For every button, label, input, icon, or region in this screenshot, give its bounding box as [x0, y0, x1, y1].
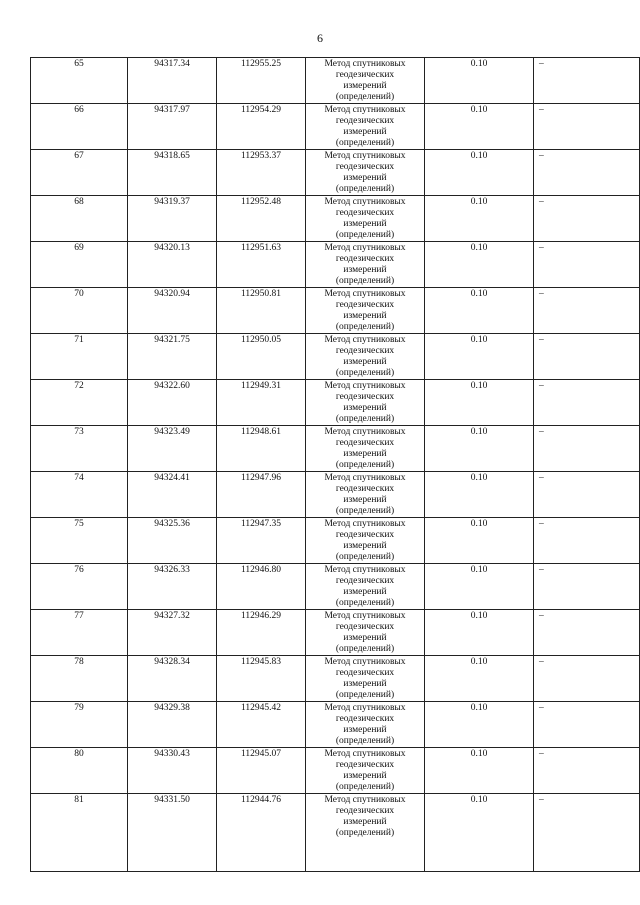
y-coordinate-cell: 112947.96 [217, 472, 306, 518]
method-line: измерений [343, 771, 387, 781]
accuracy-cell: 0.10 [425, 702, 534, 748]
coordinates-table [30, 57, 640, 872]
method-line: геодезических [335, 760, 395, 770]
method-cell [306, 380, 425, 426]
y-coordinate-cell: 112944.76 [217, 794, 306, 872]
method-line: Метод спутниковых [324, 473, 406, 483]
method-line: геодезических [335, 438, 395, 448]
accuracy-cell: 0.10 [425, 242, 534, 288]
method-line: измерений [343, 81, 387, 91]
method-line: Метод спутниковых [324, 243, 406, 253]
accuracy-cell: 0.10 [425, 334, 534, 380]
x-coordinate-cell: 94317.97 [128, 104, 217, 150]
method-line: (определений) [335, 92, 395, 102]
method-cell [306, 288, 425, 334]
y-coordinate-cell: 112953.37 [217, 150, 306, 196]
accuracy-cell: 0.10 [425, 380, 534, 426]
method-line: Метод спутниковых [324, 289, 406, 299]
method-line: (определений) [335, 460, 395, 470]
x-coordinate-cell: 94331.50 [128, 794, 217, 872]
method-line: геодезических [335, 116, 395, 126]
method-cell [306, 794, 425, 872]
page-number: 6 [317, 31, 323, 45]
accuracy-cell: 0.10 [425, 288, 534, 334]
y-coordinate-cell: 112945.07 [217, 748, 306, 794]
y-coordinate-cell: 112954.29 [217, 104, 306, 150]
method-cell [306, 564, 425, 610]
table-row [31, 748, 640, 794]
method-line: геодезических [335, 668, 395, 678]
method-line: измерений [343, 127, 387, 137]
method-line: Метод спутниковых [324, 565, 406, 575]
method-line: (определений) [335, 138, 395, 148]
y-coordinate-cell: 112946.80 [217, 564, 306, 610]
accuracy-cell: 0.10 [425, 58, 534, 104]
method-line: (определений) [335, 736, 395, 746]
method-cell [306, 196, 425, 242]
method-line: геодезических [335, 484, 395, 494]
note-cell: – [534, 656, 640, 702]
method-line: измерений [343, 311, 387, 321]
y-coordinate-cell: 112949.31 [217, 380, 306, 426]
method-line: Метод спутниковых [324, 427, 406, 437]
note-cell: – [534, 472, 640, 518]
point-number-cell: 80 [31, 748, 128, 794]
method-line: (определений) [335, 368, 395, 378]
method-cell [306, 334, 425, 380]
note-cell: – [534, 564, 640, 610]
point-number-cell: 69 [31, 242, 128, 288]
table-row [31, 794, 640, 872]
note-cell: – [534, 518, 640, 564]
method-line: (определений) [335, 230, 395, 240]
note-cell: – [534, 380, 640, 426]
method-line: Метод спутниковых [324, 519, 406, 529]
method-line: (определений) [335, 322, 395, 332]
y-coordinate-cell: 112948.61 [217, 426, 306, 472]
accuracy-cell: 0.10 [425, 150, 534, 196]
accuracy-cell: 0.10 [425, 794, 534, 872]
note-cell: – [534, 196, 640, 242]
y-coordinate-cell: 112945.42 [217, 702, 306, 748]
accuracy-cell: 0.10 [425, 104, 534, 150]
method-line: (определений) [335, 414, 395, 424]
accuracy-cell: 0.10 [425, 196, 534, 242]
coordinates-table-body [31, 58, 640, 872]
accuracy-cell: 0.10 [425, 610, 534, 656]
method-line: измерений [343, 633, 387, 643]
table-row [31, 610, 640, 656]
point-number-cell: 68 [31, 196, 128, 242]
point-number-cell: 66 [31, 104, 128, 150]
method-line: измерений [343, 725, 387, 735]
method-cell [306, 150, 425, 196]
method-line: измерений [343, 265, 387, 275]
method-line: Метод спутниковых [324, 611, 406, 621]
note-cell: – [534, 794, 640, 872]
table-row [31, 58, 640, 104]
method-cell [306, 426, 425, 472]
note-cell: – [534, 288, 640, 334]
method-line: измерений [343, 679, 387, 689]
y-coordinate-cell: 112946.29 [217, 610, 306, 656]
method-cell [306, 702, 425, 748]
note-cell: – [534, 702, 640, 748]
method-cell [306, 748, 425, 794]
method-line: Метод спутниковых [324, 335, 406, 345]
method-line: Метод спутниковых [324, 381, 406, 391]
method-line: геодезических [335, 300, 395, 310]
y-coordinate-cell: 112951.63 [217, 242, 306, 288]
method-cell [306, 104, 425, 150]
point-number-cell: 81 [31, 794, 128, 872]
x-coordinate-cell: 94328.34 [128, 656, 217, 702]
x-coordinate-cell: 94318.65 [128, 150, 217, 196]
method-line: (определений) [335, 184, 395, 194]
point-number-cell: 73 [31, 426, 128, 472]
point-number-cell: 78 [31, 656, 128, 702]
method-line: Метод спутниковых [324, 105, 406, 115]
method-line: геодезических [335, 254, 395, 264]
method-line: измерений [343, 219, 387, 229]
x-coordinate-cell: 94327.32 [128, 610, 217, 656]
y-coordinate-cell: 112945.83 [217, 656, 306, 702]
table-row [31, 104, 640, 150]
note-cell: – [534, 334, 640, 380]
note-cell: – [534, 104, 640, 150]
x-coordinate-cell: 94319.37 [128, 196, 217, 242]
table-row [31, 196, 640, 242]
table-row [31, 656, 640, 702]
method-cell [306, 656, 425, 702]
method-cell [306, 518, 425, 564]
accuracy-cell: 0.10 [425, 656, 534, 702]
method-line: (определений) [335, 598, 395, 608]
method-line: геодезических [335, 530, 395, 540]
point-number-cell: 75 [31, 518, 128, 564]
method-line: (определений) [335, 552, 395, 562]
x-coordinate-cell: 94320.13 [128, 242, 217, 288]
point-number-cell: 65 [31, 58, 128, 104]
x-coordinate-cell: 94317.34 [128, 58, 217, 104]
table-row [31, 380, 640, 426]
x-coordinate-cell: 94320.94 [128, 288, 217, 334]
method-line: геодезических [335, 346, 395, 356]
note-cell: – [534, 426, 640, 472]
method-line: Метод спутниковых [324, 151, 406, 161]
method-line: Метод спутниковых [324, 749, 406, 759]
y-coordinate-cell: 112950.05 [217, 334, 306, 380]
point-number-cell: 79 [31, 702, 128, 748]
method-line: Метод спутниковых [324, 657, 406, 667]
accuracy-cell: 0.10 [425, 748, 534, 794]
method-line: измерений [343, 817, 387, 827]
x-coordinate-cell: 94326.33 [128, 564, 217, 610]
x-coordinate-cell: 94324.41 [128, 472, 217, 518]
point-number-cell: 76 [31, 564, 128, 610]
method-line: геодезических [335, 392, 395, 402]
table-row [31, 334, 640, 380]
point-number-cell: 77 [31, 610, 128, 656]
table-row [31, 702, 640, 748]
table-row [31, 150, 640, 196]
table-row [31, 426, 640, 472]
method-line: (определений) [335, 644, 395, 654]
method-line: (определений) [335, 276, 395, 286]
x-coordinate-cell: 94330.43 [128, 748, 217, 794]
note-cell: – [534, 58, 640, 104]
table-row [31, 288, 640, 334]
method-cell [306, 58, 425, 104]
point-number-cell: 71 [31, 334, 128, 380]
method-line: геодезических [335, 162, 395, 172]
y-coordinate-cell: 112955.25 [217, 58, 306, 104]
method-line: измерений [343, 495, 387, 505]
method-line: Метод спутниковых [324, 59, 406, 69]
y-coordinate-cell: 112950.81 [217, 288, 306, 334]
method-line: измерений [343, 449, 387, 459]
y-coordinate-cell: 112952.48 [217, 196, 306, 242]
accuracy-cell: 0.10 [425, 426, 534, 472]
method-line: (определений) [335, 506, 395, 516]
point-number-cell: 67 [31, 150, 128, 196]
method-line: геодезических [335, 208, 395, 218]
accuracy-cell: 0.10 [425, 564, 534, 610]
accuracy-cell: 0.10 [425, 472, 534, 518]
x-coordinate-cell: 94323.49 [128, 426, 217, 472]
method-line: измерений [343, 357, 387, 367]
y-coordinate-cell: 112947.35 [217, 518, 306, 564]
method-line: геодезических [335, 714, 395, 724]
method-line: (определений) [335, 690, 395, 700]
method-line: геодезических [335, 70, 395, 80]
method-line: измерений [343, 403, 387, 413]
note-cell: – [534, 150, 640, 196]
method-line: измерений [343, 173, 387, 183]
x-coordinate-cell: 94321.75 [128, 334, 217, 380]
method-cell [306, 242, 425, 288]
method-line: (определений) [335, 782, 395, 792]
point-number-cell: 72 [31, 380, 128, 426]
method-line: (определений) [335, 828, 395, 838]
point-number-cell: 74 [31, 472, 128, 518]
table-row [31, 564, 640, 610]
method-line: геодезических [335, 576, 395, 586]
note-cell: – [534, 610, 640, 656]
note-cell: – [534, 242, 640, 288]
method-line: Метод спутниковых [324, 197, 406, 207]
accuracy-cell: 0.10 [425, 518, 534, 564]
table-row [31, 242, 640, 288]
method-cell [306, 610, 425, 656]
method-line: измерений [343, 587, 387, 597]
method-line: геодезических [335, 622, 395, 632]
method-line: Метод спутниковых [324, 703, 406, 713]
table-row [31, 518, 640, 564]
x-coordinate-cell: 94325.36 [128, 518, 217, 564]
method-cell [306, 472, 425, 518]
table-row [31, 472, 640, 518]
method-line: Метод спутниковых [324, 795, 406, 805]
method-line: геодезических [335, 806, 395, 816]
x-coordinate-cell: 94322.60 [128, 380, 217, 426]
method-line: измерений [343, 541, 387, 551]
x-coordinate-cell: 94329.38 [128, 702, 217, 748]
note-cell: – [534, 748, 640, 794]
point-number-cell: 70 [31, 288, 128, 334]
